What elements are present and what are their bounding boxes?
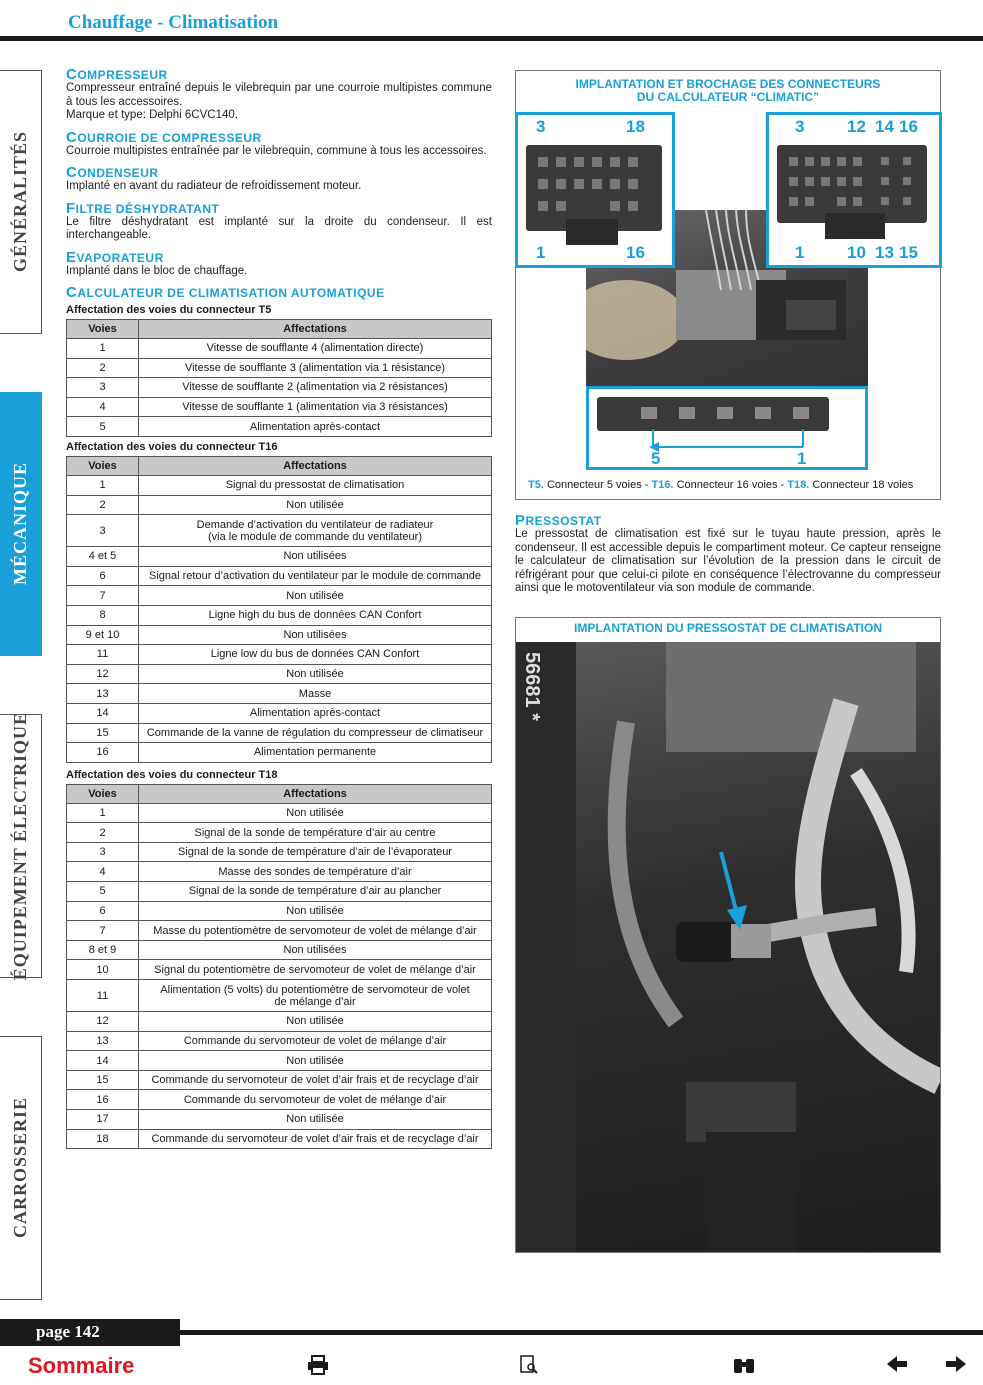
- table-row: [67, 940, 492, 960]
- cell-affectation: Commande de la vanne de régulation du compresseur de climatiseur: [139, 723, 492, 743]
- table-row: [67, 586, 492, 606]
- cell-affectation: Masse des sondes de température d’air: [139, 862, 492, 882]
- cell-affectation: Alimentation permanente: [139, 743, 492, 763]
- cell-affectation: Non utilisée: [139, 1051, 492, 1071]
- cell-affectation: Non utilisée: [139, 1110, 492, 1130]
- table-row: [67, 862, 492, 882]
- cell-voie: 11: [67, 645, 139, 665]
- section-text: Implanté en avant du radiateur de refroidissement moteur.: [66, 180, 362, 192]
- side-tab-label: GÉNÉRALITÉS: [10, 131, 30, 273]
- pin-label: 15: [899, 243, 918, 262]
- table-row: [67, 1051, 492, 1071]
- pin-label: 1: [795, 243, 805, 262]
- cell-voie: 18: [67, 1129, 139, 1149]
- table-row: [67, 645, 492, 665]
- cell-affectation: Alimentation (5 volts) du potentiomètre de servomoteur de volet de mélange d’air: [139, 980, 492, 1012]
- cell-affectation: Non utilisée: [139, 586, 492, 606]
- pressostat-section: [515, 514, 941, 596]
- table-caption-t5: Affectation des voies du connecteur T5: [66, 304, 272, 316]
- cell-voie: 17: [67, 1110, 139, 1130]
- table-row: [67, 378, 492, 398]
- header-rule: [0, 36, 983, 41]
- section-heading: [66, 68, 492, 82]
- table-row: [67, 417, 492, 437]
- pin-label: 5: [651, 449, 661, 468]
- cell-affectation: Masse: [139, 684, 492, 704]
- table-row: [67, 397, 492, 417]
- cell-affectation: Vitesse de soufflante 2 (alimentation via 2 résistances): [139, 378, 492, 398]
- cell-voie: 2: [67, 823, 139, 843]
- pin-label: 18: [626, 117, 645, 136]
- cell-affectation: Demande d’activation du ventilateur de radiateur (via le module de commande du ventilateur): [139, 515, 492, 547]
- cell-affectation: Signal de la sonde de température d’air de l’évaporateur: [139, 842, 492, 862]
- heading-rest: ALCULATEUR DE CLIMATISATION AUTOMATIQUE: [77, 286, 385, 300]
- side-tab-carrosserie[interactable]: [0, 1036, 42, 1300]
- cell-voie: 14: [67, 703, 139, 723]
- cell-voie: 5: [67, 882, 139, 902]
- cell-affectation: Commande du servomoteur de volet de mélange d’air: [139, 1031, 492, 1051]
- cell-voie: 11: [67, 980, 139, 1012]
- pin-label: 16: [899, 117, 918, 136]
- side-tab-label: ÉQUIPEMENT ÉLECTRIQUE: [10, 711, 30, 981]
- cell-voie: 4: [67, 862, 139, 882]
- table-row: [67, 664, 492, 684]
- cell-affectation: Commande du servomoteur de volet d’air frais et de recyclage d’air: [139, 1129, 492, 1149]
- heading-initial: F: [66, 199, 76, 217]
- cell-affectation: Signal du pressostat de climatisation: [139, 475, 492, 495]
- table-row: [67, 980, 492, 1012]
- table-row: [67, 475, 492, 495]
- side-tab-generalites[interactable]: [0, 70, 42, 334]
- figure-title-line: DU CALCULATEUR “CLIMATIC”: [636, 90, 820, 104]
- table-row: [67, 684, 492, 704]
- cell-voie: 9 et 10: [67, 625, 139, 645]
- table-row: [67, 1070, 492, 1090]
- table-row: [67, 960, 492, 980]
- table-row: [67, 1012, 492, 1032]
- printer-icon[interactable]: [307, 1355, 329, 1380]
- sommaire-link[interactable]: Sommaire: [28, 1353, 135, 1378]
- section-heading: [66, 166, 492, 180]
- col-header-affectations: Affectations: [139, 456, 492, 475]
- pin-label: 1: [536, 243, 546, 262]
- figure-title-line: IMPLANTATION ET BROCHAGE DES CONNECTEURS: [575, 77, 881, 91]
- heading-initial: C: [66, 128, 78, 146]
- heading-initial: C: [66, 164, 78, 181]
- cell-voie: 3: [67, 842, 139, 862]
- cell-affectation: Signal retour d’activation du ventilateur par le module de commande: [139, 566, 492, 586]
- col-header-voies: Voies: [67, 456, 139, 475]
- cell-voie: 10: [67, 960, 139, 980]
- cell-affectation: Non utilisées: [139, 940, 492, 960]
- pressostat-photo-drawing: [516, 642, 940, 1252]
- heading-rest: OURROIE DE COMPRESSEUR: [77, 130, 262, 145]
- pin-label: 16: [626, 243, 645, 262]
- cell-voie: 2: [67, 358, 139, 378]
- cell-voie: 8: [67, 605, 139, 625]
- cell-affectation: Non utilisée: [139, 803, 492, 823]
- cell-affectation: Non utilisée: [139, 901, 492, 921]
- pressostat-figure-title: IMPLANTATION DU PRESSOSTAT DE CLIMATISATION: [574, 621, 882, 635]
- cell-affectation: Non utilisées: [139, 547, 492, 567]
- heading-initial: C: [66, 284, 78, 301]
- connector-figure-title: [515, 78, 941, 104]
- heading-initial: E: [66, 248, 77, 266]
- document-search-icon[interactable]: [520, 1355, 538, 1380]
- cell-voie: 13: [67, 684, 139, 704]
- cell-voie: 13: [67, 1031, 139, 1051]
- cell-voie: 6: [67, 901, 139, 921]
- col-header-affectations: Affectations: [139, 784, 492, 803]
- cell-affectation: Masse du potentiomètre de servomoteur de volet de mélange d’air: [139, 921, 492, 941]
- cell-voie: 12: [67, 1012, 139, 1032]
- t16-connector-panel: [515, 112, 675, 268]
- caption-t16-text: Connecteur 16 voies -: [673, 479, 788, 491]
- footer-rule: [180, 1330, 983, 1335]
- section-text: Compresseur entraîné depuis le vilebrequin par une courroie multipistes commune à tous les accessoires. Marque et type: Delphi 6CVC140.: [66, 82, 492, 121]
- heading-initial: P: [515, 512, 526, 529]
- sections: [66, 68, 492, 300]
- table-row: [67, 921, 492, 941]
- arrow-right-icon[interactable]: [946, 1355, 968, 1378]
- table-row: [67, 1090, 492, 1110]
- cell-affectation: Non utilisée: [139, 1012, 492, 1032]
- table-row: [67, 743, 492, 763]
- cell-voie: 8 et 9: [67, 940, 139, 960]
- cell-voie: 1: [67, 475, 139, 495]
- table-row: [67, 547, 492, 567]
- table-row: [67, 1129, 492, 1149]
- cell-voie: 2: [67, 495, 139, 515]
- pin-label: 13: [875, 243, 894, 262]
- col-header-voies: Voies: [67, 784, 139, 803]
- table-row: [67, 495, 492, 515]
- table-row: [67, 842, 492, 862]
- cell-voie: 12: [67, 664, 139, 684]
- cell-affectation: Commande du servomoteur de volet de mélange d’air: [139, 1090, 492, 1110]
- table-row: [67, 723, 492, 743]
- pressostat-photo: [516, 642, 940, 1252]
- cell-affectation: Ligne low du bus de données CAN Confort: [139, 645, 492, 665]
- pin-label: 1: [797, 449, 807, 468]
- cell-affectation: Alimentation après-contact: [139, 417, 492, 437]
- side-tab-label: MÉCANIQUE: [10, 462, 30, 586]
- caption-t18-label: T18.: [787, 479, 810, 491]
- cell-voie: 5: [67, 417, 139, 437]
- cell-voie: 7: [67, 586, 139, 606]
- table-t18: [66, 784, 492, 1150]
- pressostat-text: Le pressostat de climatisation est fixé sur le tuyau haute pression, après le condenseur. Il est accessible depuis le compartiment moteur. Ce capteur renseigne le calculateur de climatisation sur l’évolution de la pression dans le circuit de réfrigérant pour que celui-ci pilote en conséquence l’électrovanne du compresseur ainsi que le motoventilateur via son module de commande.: [515, 528, 941, 594]
- table-row: [67, 882, 492, 902]
- table-row: [67, 803, 492, 823]
- table-row: [67, 703, 492, 723]
- page-title: Chauffage - Climatisation: [68, 12, 279, 33]
- table-row: [67, 901, 492, 921]
- side-tab-label: CARROSSERIE: [10, 1097, 30, 1239]
- t5-connector-panel: [586, 386, 868, 470]
- cell-voie: 1: [67, 339, 139, 359]
- cell-voie: 15: [67, 1070, 139, 1090]
- table-row: [67, 339, 492, 359]
- cell-voie: 3: [67, 515, 139, 547]
- table-row: [67, 566, 492, 586]
- cell-affectation: Non utilisée: [139, 495, 492, 515]
- cell-voie: 6: [67, 566, 139, 586]
- cell-affectation: Vitesse de soufflante 3 (alimentation via 1 résistance): [139, 358, 492, 378]
- arrow-left-icon[interactable]: [887, 1355, 909, 1378]
- pin-label: 3: [795, 117, 805, 136]
- cell-voie: 16: [67, 1090, 139, 1110]
- cell-affectation: Commande du servomoteur de volet d’air frais et de recyclage d’air: [139, 1070, 492, 1090]
- table-row: [67, 1110, 492, 1130]
- section-text: Le filtre déshydratant est implanté sur la droite du condenseur. Il est interchangeable.: [66, 215, 492, 241]
- cell-voie: 1: [67, 803, 139, 823]
- heading-initial: C: [66, 66, 78, 83]
- heading-rest: ONDENSEUR: [77, 166, 159, 180]
- table-row: [67, 515, 492, 547]
- col-header-voies: Voies: [67, 320, 139, 339]
- caption-t18-text: Connecteur 18 voies: [809, 479, 914, 491]
- heading-rest: RESSOSTAT: [525, 514, 602, 528]
- heading-rest: VAPORATEUR: [76, 250, 164, 265]
- cell-affectation: Signal du potentiomètre de servomoteur de volet de mélange d’air: [139, 960, 492, 980]
- left-column: [66, 68, 492, 1149]
- table-row: [67, 605, 492, 625]
- heading-rest: OMPRESSEUR: [77, 68, 168, 82]
- table-row: [67, 1031, 492, 1051]
- section-heading: [66, 248, 492, 266]
- page-number: page 142: [36, 1322, 100, 1341]
- pin-label: 3: [536, 117, 546, 136]
- side-tab-mecanique[interactable]: [0, 392, 42, 656]
- section-heading: [66, 199, 492, 217]
- cell-affectation: Non utilisées: [139, 625, 492, 645]
- caption-t16-label: T16.: [651, 479, 674, 491]
- cell-voie: 7: [67, 921, 139, 941]
- t18-connector-panel: [766, 112, 942, 268]
- pin-label: 12: [847, 117, 866, 136]
- caption-t5-label: T5.: [528, 479, 544, 491]
- section-heading: [66, 286, 492, 300]
- section-text: Courroie multipistes entraînée par le vilebrequin, commune à tous les accessoires.: [66, 144, 487, 157]
- cell-voie: 4: [67, 397, 139, 417]
- cell-voie: 16: [67, 743, 139, 763]
- table-caption-t16: Affectation des voies du connecteur T16: [66, 440, 278, 453]
- photo-label: 56681 *: [521, 652, 543, 721]
- cell-affectation: Ligne high du bus de données CAN Confort: [139, 605, 492, 625]
- cell-voie: 4 et 5: [67, 547, 139, 567]
- section-heading: [66, 128, 492, 146]
- table-t5: [66, 319, 492, 437]
- t5-connector-drawing: [589, 389, 865, 467]
- cell-voie: 14: [67, 1051, 139, 1071]
- section-text: Implanté dans le bloc de chauffage.: [66, 264, 248, 277]
- table-row: [67, 358, 492, 378]
- cell-affectation: Non utilisée: [139, 664, 492, 684]
- pressostat-heading: [515, 514, 941, 528]
- cell-affectation: Vitesse de soufflante 4 (alimentation directe): [139, 339, 492, 359]
- col-header-affectations: Affectations: [139, 320, 492, 339]
- cell-affectation: Vitesse de soufflante 1 (alimentation via 3 résistances): [139, 397, 492, 417]
- cell-affectation: Alimentation après-contact: [139, 703, 492, 723]
- pin-label: 10: [847, 243, 866, 262]
- cell-affectation: Signal de la sonde de température d’air au plancher: [139, 882, 492, 902]
- caption-t5-text: Connecteur 5 voies -: [543, 479, 652, 491]
- cell-affectation: Signal de la sonde de température d’air au centre: [139, 823, 492, 843]
- table-t16: [66, 456, 492, 763]
- table-caption-t18: Affectation des voies du connecteur T18: [66, 768, 278, 781]
- heading-rest: ILTRE DÉSHYDRATANT: [75, 201, 220, 216]
- table-row: [67, 823, 492, 843]
- connector-figure-caption: [528, 479, 938, 491]
- pin-label: 14: [875, 117, 894, 136]
- cell-voie: 3: [67, 378, 139, 398]
- table-row: [67, 625, 492, 645]
- binoculars-icon[interactable]: [732, 1355, 756, 1380]
- cell-voie: 15: [67, 723, 139, 743]
- side-tab-equipement-electrique[interactable]: [0, 711, 42, 981]
